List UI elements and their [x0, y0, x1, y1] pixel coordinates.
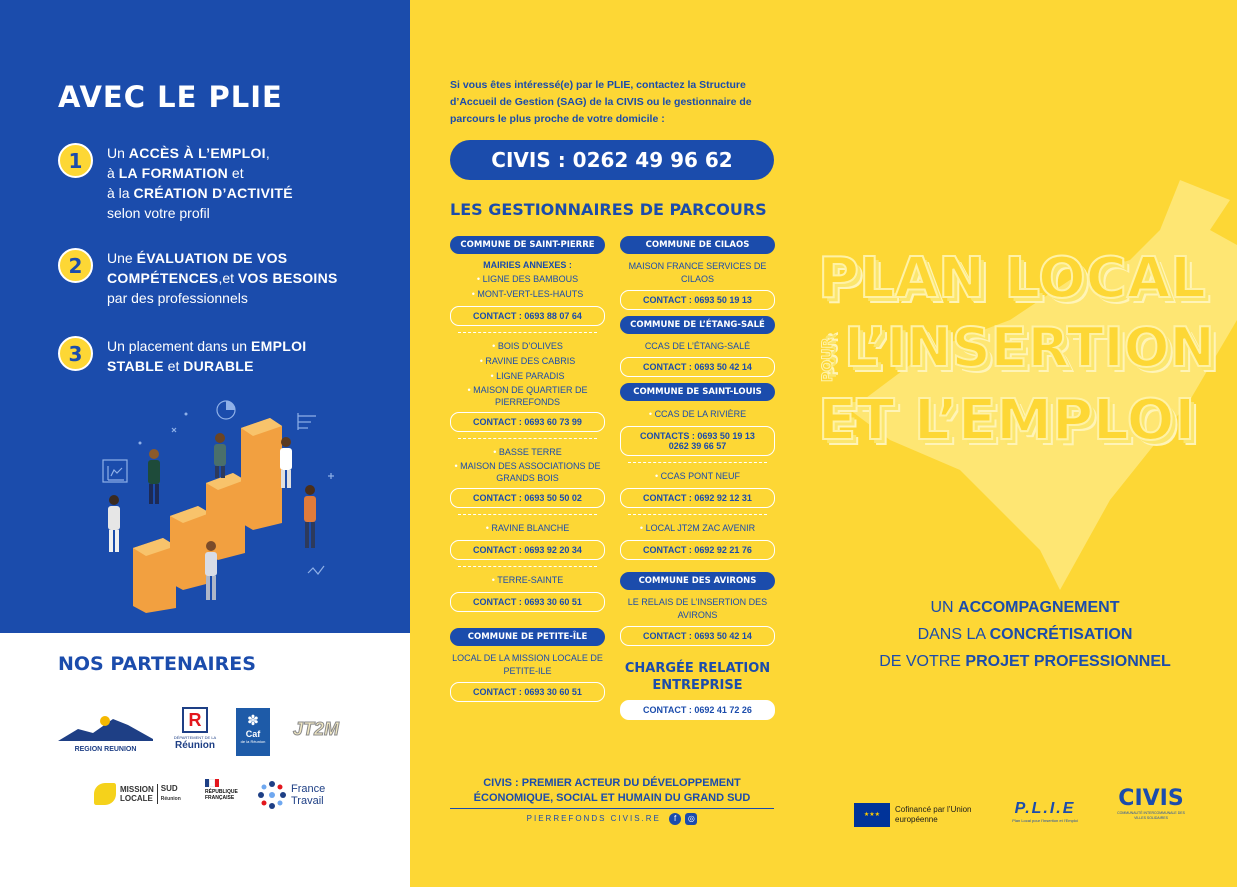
lightning-bolt-graphic: [810, 170, 1237, 590]
jt2m-logo: JT2M: [293, 719, 340, 739]
divider: [458, 332, 597, 333]
place-name: LOCAL DE LA MISSION LOCALE DE PETITE-ILE: [452, 653, 603, 676]
point-text: Un placement dans un EMPLOI STABLE et DURABLE: [107, 338, 307, 374]
divider: [458, 438, 597, 439]
list-item: • CCAS PONT NEUF: [620, 469, 775, 484]
title-line-emploi: ET L’EMPLOI: [818, 388, 1196, 453]
contact-box: CONTACT : 0692 41 72 26: [620, 700, 775, 720]
website-line: PIERREFONDS CIVIS.RE f ◎: [450, 813, 774, 825]
instagram-icon[interactable]: ◎: [685, 813, 697, 825]
column-left: [450, 236, 605, 708]
divider: [450, 808, 774, 809]
commune-header: COMMUNE DE PETITE-ÎLE: [450, 628, 605, 646]
contact-box: CONTACT : 0693 30 60 51: [450, 682, 605, 702]
point-text: Une ÉVALUATION DE VOS COMPÉTENCES,et VOS BESOINS par des professionnels: [107, 250, 338, 306]
point-1: [58, 143, 388, 223]
divider: [628, 514, 767, 515]
republique-francaise-logo: RÉPUBLIQUE FRANÇAISE: [205, 779, 245, 801]
commune-header: COMMUNE DE L’ÉTANG-SALÉ: [620, 316, 775, 334]
list-item: • LOCAL JT2M ZAC AVENIR: [620, 521, 775, 536]
list-item: • MAISON DES ASSOCIATIONS DE GRANDS BOIS: [450, 460, 605, 484]
point-2: [58, 248, 388, 308]
tagline: UN ACCOMPAGNEMENT DANS LA CONCRÉTISATION DE VOTRE PROJET PROFESSIONNEL: [879, 599, 1171, 670]
right-panel: [810, 0, 1237, 887]
charge-relation-title: CHARGÉE RELATION ENTREPRISE: [624, 661, 771, 693]
plie-logo: P.L.I.E Plan Local pour l’Insertion et l’Emploi: [1012, 800, 1078, 823]
contact-box: CONTACT : 0693 50 42 14: [620, 357, 775, 377]
mission-locale-logo: MISSION LOCALE SUD Réunion: [94, 783, 181, 805]
middle-panel: [410, 0, 810, 887]
list-item: • BOIS D’OLIVES: [450, 339, 605, 354]
number-badge: 1: [58, 143, 93, 178]
divider: [458, 514, 597, 515]
contact-box: CONTACT : 0693 92 20 34: [450, 540, 605, 560]
place-name: LE RELAIS DE L’INSERTION DES AVIRONS: [627, 597, 768, 620]
list-item: • CCAS DE LA RIVIÈRE: [620, 407, 775, 422]
eu-flag-icon: ★★★: [854, 803, 890, 827]
caf-logo: ✽ Caf de la Réunion: [236, 708, 270, 756]
gestionnaires-title: LES GESTIONNAIRES DE PARCOURS: [450, 200, 767, 219]
column-right: [620, 236, 775, 726]
intro-text: Si vous êtes intéressé(e) par le PLIE, contactez la Structure d’Accueil de Gestion (SAG) de la CIVIS ou le gestionnaire de parcours le plus proche de votre domicile :: [450, 79, 752, 125]
title-line-insertion: L’INSERTION: [844, 316, 1215, 379]
contact-box: CONTACT : 0693 88 07 64: [450, 306, 605, 326]
list-item: • TERRE-SAINTE: [450, 573, 605, 588]
panel-title: AVEC LE PLIE: [58, 80, 283, 114]
contact-box: CONTACT : 0692 92 21 76: [620, 540, 775, 560]
partners-section: [0, 633, 410, 887]
facebook-icon[interactable]: f: [669, 813, 681, 825]
contact-box: CONTACT : 0693 50 42 14: [620, 626, 775, 646]
commune-header: COMMUNE DES AVIRONS: [620, 572, 775, 590]
france-travail-logo: France Travail: [256, 779, 325, 811]
list-item: • LIGNE PARADIS: [450, 369, 605, 384]
list-item: • LIGNE DES BAMBOUS: [450, 272, 605, 287]
place-name: MAISON FRANCE SERVICES DE CILAOS: [628, 261, 767, 284]
list-item: • RAVINE DES CABRIS: [450, 354, 605, 369]
civis-phone-banner: CIVIS : 0262 49 96 62: [450, 140, 774, 180]
place-name: CCAS DE L’ÉTANG-SALÉ: [644, 341, 751, 351]
bar-chart-people-illustration: [98, 398, 338, 613]
mairies-annexes-label: MAIRIES ANNEXES :: [483, 260, 572, 270]
civis-tagline: CIVIS : PREMIER ACTEUR DU DÉVELOPPEMENT ÉCONOMIQUE, SOCIAL ET HUMAIN DU GRAND SUD: [473, 777, 751, 804]
divider: [458, 566, 597, 567]
divider: [628, 462, 767, 463]
contact-box: CONTACT : 0693 50 50 02: [450, 488, 605, 508]
point-3: [58, 336, 388, 376]
contact-box: CONTACT : 0693 60 73 99: [450, 412, 605, 432]
list-item: • RAVINE BLANCHE: [450, 521, 605, 536]
civis-logo: CIVIS COMMUNAUTÉ INTERCOMMUNALE DES VILLES SOLIDAIRES: [1117, 786, 1185, 820]
list-item: • BASSE TERRE: [450, 445, 605, 460]
commune-header: COMMUNE DE SAINT-LOUIS: [620, 383, 775, 401]
partners-title: NOS PARTENAIRES: [58, 653, 256, 675]
title-pour: POUR: [820, 337, 836, 382]
point-text: Un ACCÈS À L’EMPLOI, à LA FORMATION et à la CRÉATION D’ACTIVITÉ selon votre profil: [107, 145, 293, 221]
contact-box: CONTACT : 0692 92 12 31: [620, 488, 775, 508]
contact-box: CONTACT : 0693 50 19 13: [620, 290, 775, 310]
eu-cofinance-logo: ★★★ Cofinancé par l’Union européenne: [854, 803, 973, 827]
number-badge: 2: [58, 248, 93, 283]
departement-reunion-logo: R DÉPARTEMENT DE LA Réunion: [170, 707, 220, 759]
left-panel: [0, 0, 410, 633]
list-item: • MAISON DE QUARTIER DE PIERREFONDS: [450, 384, 605, 408]
region-reunion-logo: REGION REUNION: [58, 711, 153, 757]
commune-header: COMMUNE DE CILAOS: [620, 236, 775, 254]
title-line-plan-local: PLAN LOCAL: [818, 246, 1206, 311]
commune-header: COMMUNE DE SAINT-PIERRE: [450, 236, 605, 254]
number-badge: 3: [58, 336, 93, 371]
contact-box: CONTACT : 0693 30 60 51: [450, 592, 605, 612]
contact-box: CONTACTS : 0693 50 19 13 0262 39 66 57: [620, 426, 775, 456]
list-item: • MONT-VERT-LES-HAUTS: [450, 287, 605, 302]
